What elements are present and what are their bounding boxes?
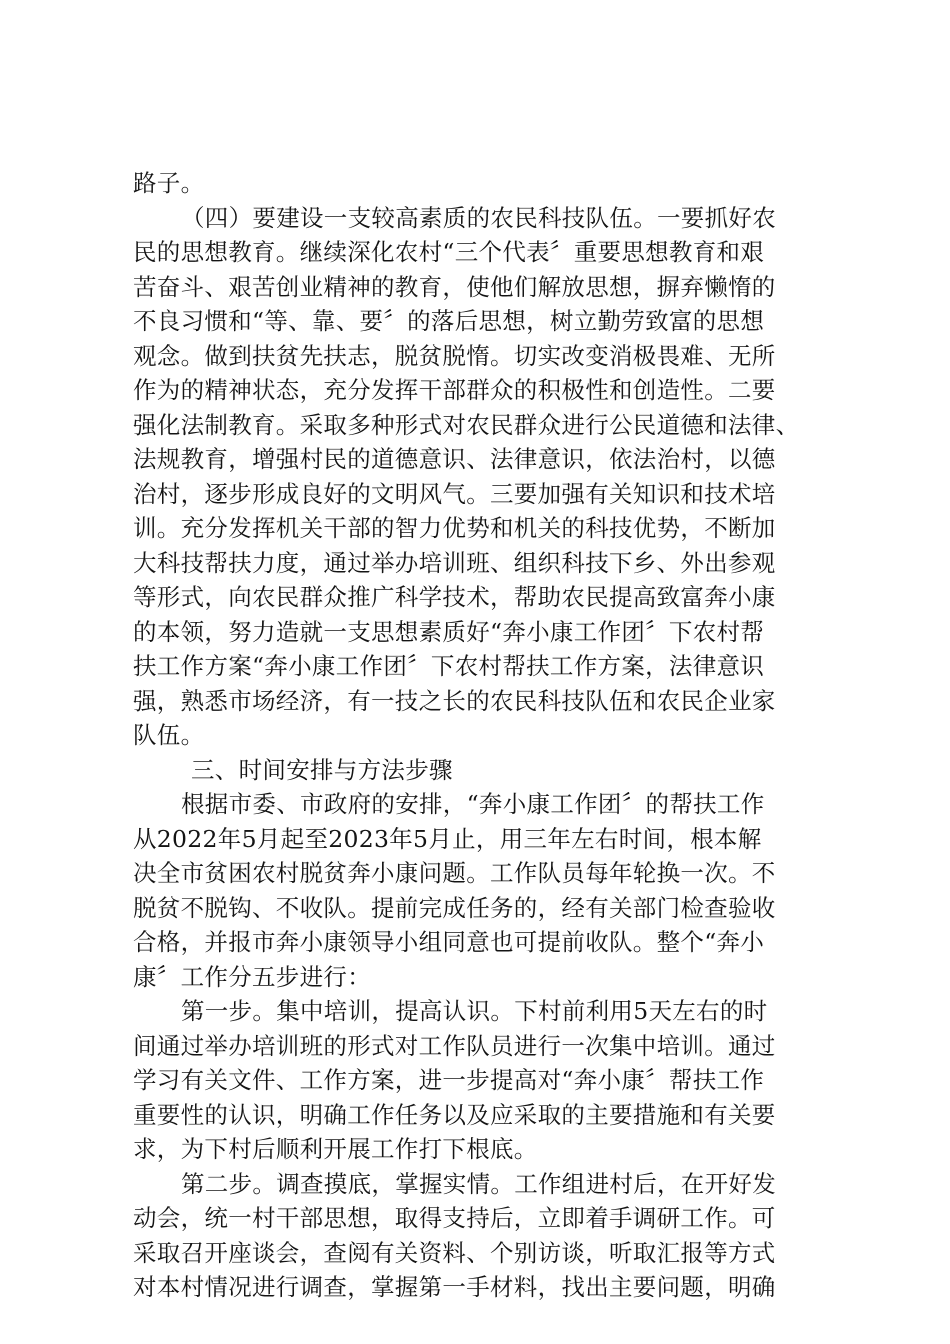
text-line: 治村，逐步形成良好的文明风气。三要加强有关知识和技术培	[133, 479, 776, 508]
text-line: 第一步。集中培训，提高认识。下村前利用5天左右的时	[181, 997, 768, 1025]
section-heading: 三、时间安排与方法步骤	[191, 755, 453, 784]
text-line: 第二步。调查摸底，掌握实情。工作组进村后，在开好发	[181, 1169, 776, 1198]
text-line: 训。充分发挥机关干部的智力优势和机关的科技优势，不断加	[133, 514, 776, 542]
text-line: 学习有关文件、工作方案，进一步提高对“奔小康〞帮扶工作	[133, 1066, 765, 1094]
text-line: 扶工作方案“奔小康工作团〞下农村帮扶工作方案，法律意识	[133, 652, 765, 680]
text-line: 重要性的认识，明确工作任务以及应采取的主要措施和有关要	[133, 1100, 776, 1129]
text-line: 动会，统一村干部思想，取得支持后，立即着手调研工作。可	[133, 1204, 776, 1232]
text-line: 大科技帮扶力度，通过举办培训班、组织科技下乡、外出参观	[133, 548, 776, 577]
text-line: 法规教育，增强村民的道德意识、法律意识，依法治村，以德	[133, 445, 776, 473]
text-line: 采取召开座谈会，查阅有关资料、个别访谈，听取汇报等方式	[133, 1238, 776, 1267]
text-line: 的本领，努力造就一支思想素质好“奔小康工作团〞下农村帮	[133, 617, 765, 646]
text-line: 强，熟悉市场经济，有一技之长的农民科技队伍和农民企业家	[133, 686, 776, 715]
text-line: 强化法制教育。采取多种形式对农民群众进行公民道德和法律、	[133, 410, 800, 439]
text-line: 决全市贫困农村脱贫奔小康问题。工作队员每年轮换一次。不	[133, 859, 776, 887]
text-line: 康〞工作分五步进行：	[133, 962, 371, 991]
text-line: 对本村情况进行调查，掌握第一手材料，找出主要问题，明确	[133, 1273, 776, 1301]
text-line: 作为的精神状态，充分发挥干部群众的积极性和创造性。二要	[133, 376, 776, 404]
text-line: （四）要建设一支较高素质的农民科技队伍。一要抓好农	[181, 203, 776, 232]
text-line: 观念。做到扶贫先扶志，脱贫脱惰。切实改变消极畏难、无所	[133, 341, 776, 370]
text-line: 从2022年5月起至2023年5月止，用三年左右时间，根本解	[133, 824, 762, 853]
text-line: 脱贫不脱钩、不收队。提前完成任务的，经有关部门检查验收	[133, 893, 776, 922]
text-line: 求，为下村后顺利开展工作打下根底。	[133, 1135, 538, 1163]
text-line: 队伍。	[133, 721, 205, 749]
text-line: 民的思想教育。继续深化农村“三个代表〞重要思想教育和艰	[133, 238, 765, 266]
document-body	[133, 166, 823, 1305]
text-line: 不良习惯和“等、靠、要〞的落后思想，树立勤劳致富的思想	[133, 307, 765, 335]
text-line: 路子。	[133, 169, 205, 197]
text-line: 间通过举办培训班的形式对工作队员进行一次集中培训。通过	[133, 1031, 776, 1060]
text-line: 苦奋斗、艰苦创业精神的教育，使他们解放思想，摒弃懒惰的	[133, 272, 776, 301]
text-line: 根据市委、市政府的安排，“奔小康工作团〞的帮扶工作	[181, 790, 765, 818]
text-line: 等形式，向农民群众推广科学技术，帮助农民提高致富奔小康	[133, 583, 776, 611]
text-line: 合格，并报市奔小康领导小组同意也可提前收队。整个“奔小	[133, 928, 765, 956]
